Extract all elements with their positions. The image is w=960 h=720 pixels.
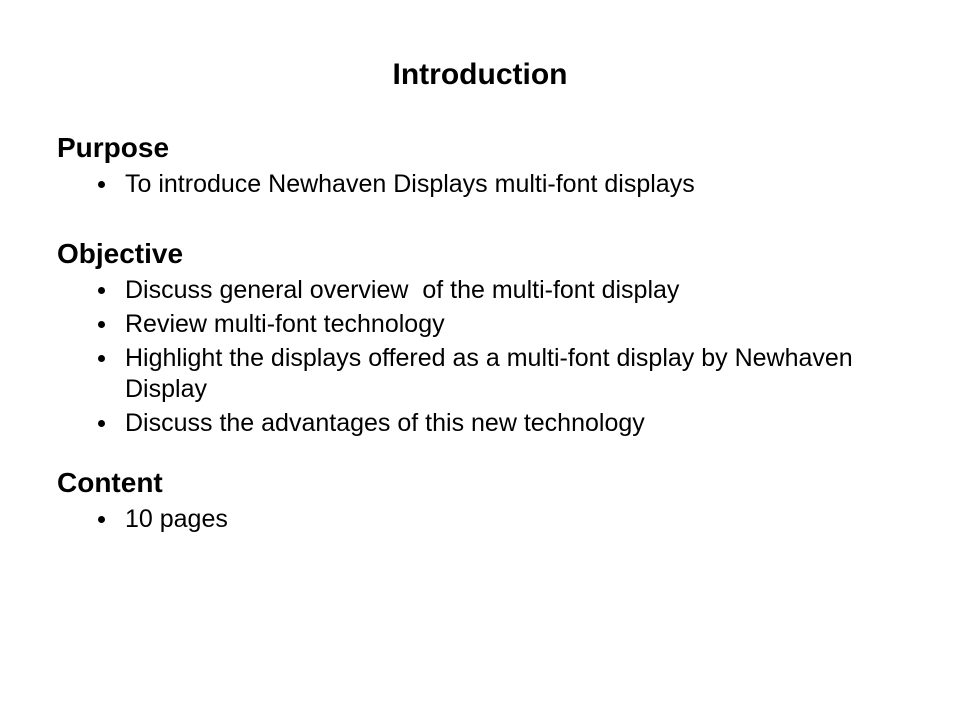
slide-title: Introduction: [392, 58, 568, 91]
bullet-item: [57, 275, 865, 306]
bullet-dot-icon: [98, 321, 105, 328]
bullet-item: [57, 309, 865, 340]
slide-section: [57, 237, 865, 439]
bullet-dot-icon: [98, 355, 105, 362]
bullet-text: Highlight the displays offered as a multi-font display by Newhaven Display: [125, 344, 860, 403]
bullet-list: [57, 504, 865, 535]
bullet-text: 10 pages: [125, 505, 228, 533]
bullet-item: [57, 408, 865, 439]
slide-section: [57, 131, 865, 200]
bullet-text: To introduce Newhaven Displays multi-font displays: [125, 170, 695, 198]
slide-section: [57, 466, 865, 535]
section-heading: Purpose: [57, 132, 170, 163]
bullet-item: [57, 169, 865, 200]
bullet-text: Review multi-font technology: [125, 310, 445, 338]
bullet-dot-icon: [98, 516, 105, 523]
sections-container: [57, 131, 865, 535]
section-heading: Objective: [57, 238, 184, 269]
bullet-list: [57, 169, 865, 200]
bullet-text: Discuss general overview of the multi-font display: [125, 276, 680, 304]
bullet-dot-icon: [98, 181, 105, 188]
bullet-dot-icon: [98, 287, 105, 294]
bullet-item: [57, 343, 865, 405]
bullet-text: Discuss the advantages of this new technology: [125, 409, 645, 437]
bullet-item: [57, 504, 865, 535]
bullet-list: [57, 275, 865, 439]
bullet-dot-icon: [98, 420, 105, 427]
section-heading: Content: [57, 467, 163, 498]
